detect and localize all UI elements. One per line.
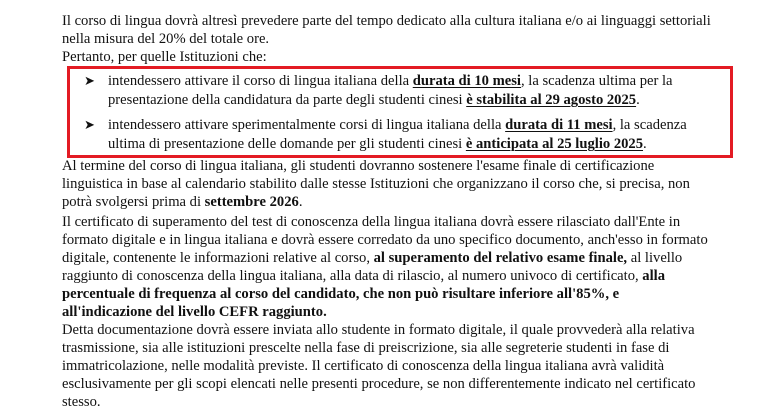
bullet-2-text-b: , la scadenza [612,117,687,133]
arrow-bullet-icon: ➤ [84,73,95,88]
paragraph-2-line-1: Al termine del corso di lingua italiana, gli studenti dovranno sostenere l'esame finale di certificazione [62,158,655,174]
bullet-2-duration: durata di 11 mesi [505,117,613,133]
paragraph-4-line-2: trasmissione, sia alle istituzioni prescelte nella fase di preiscrizione, sia alle segreterie studenti in fase di [62,340,670,356]
bullet-1-text-d: . [636,92,640,108]
paragraph-2-date: settembre 2026 [204,194,299,210]
paragraph-3-line-3 [62,249,682,267]
bullet-2-deadline: è anticipata al 25 luglio 2025 [465,136,644,152]
bullet-2-text-d: . [643,136,647,152]
paragraph-3-line-6: all'indicazione del livello CEFR raggiunto. [62,304,327,320]
bullet-1-deadline: è stabilita al 29 agosto 2025 [466,92,637,108]
paragraph-2-text-c: . [298,194,303,210]
paragraph-1-line-1: Il corso di lingua dovrà altresì prevedere parte del tempo dedicato alla cultura italiana e/o ai linguaggi settoriali [62,13,711,29]
paragraph-3-bold-b: alla [642,268,665,284]
paragraph-4-line-3: immatricolazione, nelle modalità previste. Il certificato di conoscenza della lingua italiana avrà validità [62,358,665,374]
bullet-1-duration: durata di 10 mesi [412,73,521,89]
paragraph-3-bold-a: al superamento del relativo esame finale, [373,250,628,266]
paragraph-4-line-1: Detta documentazione dovrà essere inviata allo studente in formato digitale, il quale provvederà alla relativa [62,322,695,338]
bullet-1-text-a: intendessero attivare il corso di lingua italiana della [108,73,413,89]
paragraph-3-text-d: raggiunto di conoscenza della lingua italiana, alla data di rilascio, al numero univoco di certificato, [62,268,643,284]
paragraph-3-line-1: Il certificato di superamento del test di conoscenza della lingua italiana dovrà essere rilasciato dall'Ente in [62,214,681,230]
paragraph-2-text-a: potrà svolgersi prima di [62,194,205,210]
arrow-bullet-icon: ➤ [84,117,95,132]
bullet-1-text-b: , la scadenza ultima per la [521,73,673,89]
paragraph-3-line-4 [62,267,665,285]
bullet-1-text-c: presentazione della candidatura da parte degli studenti cinesi [108,92,467,108]
paragraph-3-line-2: formato digitale e in lingua italiana e dovrà essere corredato da uno specifico documento, anch'esso in formato [62,232,708,248]
paragraph-3-text-c: al livello [627,250,683,266]
paragraph-4-line-4: esclusivamente per gli scopi elencati nelle presenti procedure, se non differentemente indicato nel certificato [62,376,696,392]
highlight-box [67,66,733,158]
paragraph-3-text-a: digitale, contenente le informazioni relative al corso, [62,250,374,266]
paragraph-2-line-3 [62,193,302,211]
bullet-2-text-a: intendessero attivare sperimentalmente corsi di lingua italiana della [108,117,506,133]
paragraph-1-line-2: nella misura del 20% del totale ore. [62,31,270,47]
paragraph-4-line-5: stesso. [62,394,101,410]
paragraph-1-line-3: Pertanto, per quelle Istituzioni che: [62,49,267,65]
bullet-2-text-c: ultima di presentazione delle domande per gli studenti cinesi [108,136,466,152]
paragraph-3-line-5: percentuale di frequenza al corso del candidato, che non può risultare inferiore all'85%, e [62,286,620,302]
paragraph-2-line-2: linguistica in base al calendario stabilito dalle stesse Istituzioni che organizzano il corso che, si precisa, non [62,176,690,192]
